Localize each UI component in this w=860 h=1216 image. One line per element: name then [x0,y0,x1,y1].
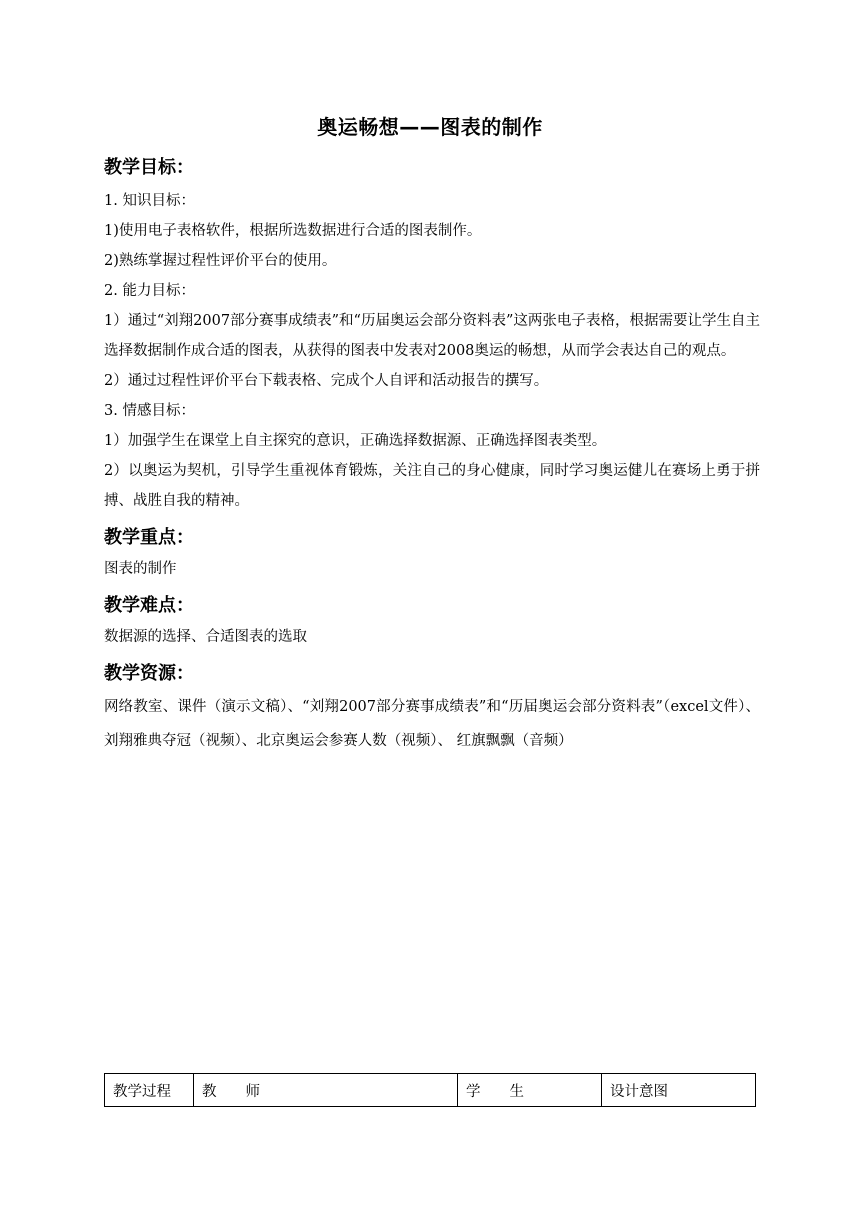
resources-text: 网络教室、课件（演示文稿）、“刘翔2007部分赛事成绩表”和“历届奥运会部分资料表”（excel文件）、刘翔雅典夺冠（视频）、北京奥运会参赛人数（视频）、 红旗飘飘（音频） [104,699,760,749]
difficulties-text: 数据源的选择、合适图表的选取 [104,629,307,645]
emotion-goal-2: 2）以奥运为契机，引导学生重视体育锻炼，关注自己的身心健康，同时学习奥运健儿在赛场上勇于拼搏、战胜自我的精神。 [104,463,760,509]
difficulties-heading: 教学难点： [104,595,194,616]
table-cell-teacher: 教 师 [194,1074,458,1107]
key-points-text: 图表的制作 [104,561,177,577]
knowledge-goal-2: 2)熟练掌握过程性评价平台的使用。 [104,253,337,269]
objectives-heading: 教学目标： [104,157,194,178]
ability-goal-label: 2. 能力目标： [104,283,195,299]
table-cell-intent: 设计意图 [602,1074,756,1107]
key-points-heading: 教学重点： [104,527,194,548]
document-title: 奥运畅想——图表的制作 [317,115,543,139]
resources-heading: 教学资源： [104,663,194,684]
table-header-row [105,1074,756,1107]
ability-goal-1: 1）通过“刘翔2007部分赛事成绩表”和“历届奥运会部分资料表”这两张电子表格，根据需要让学生自主选择数据制作成合适的图表，从获得的图表中发表对2008奥运的畅想，从而学会表达自己的观点。 [104,313,760,359]
emotion-goal-label: 3. 情感目标： [104,403,195,419]
knowledge-goal-1: 1)使用电子表格软件，根据所选数据进行合适的图表制作。 [104,223,482,239]
teaching-process-table [104,1073,756,1107]
knowledge-goal-label: 1. 知识目标： [104,193,195,209]
table-cell-student: 学 生 [458,1074,602,1107]
ability-goal-2: 2）通过过程性评价平台下载表格、完成个人自评和活动报告的撰写。 [104,373,549,389]
document-body [104,156,760,758]
emotion-goal-1: 1）加强学生在课堂上自主探究的意识，正确选择数据源、正确选择图表类型。 [104,433,607,449]
table-cell-process: 教学过程 [105,1074,194,1107]
